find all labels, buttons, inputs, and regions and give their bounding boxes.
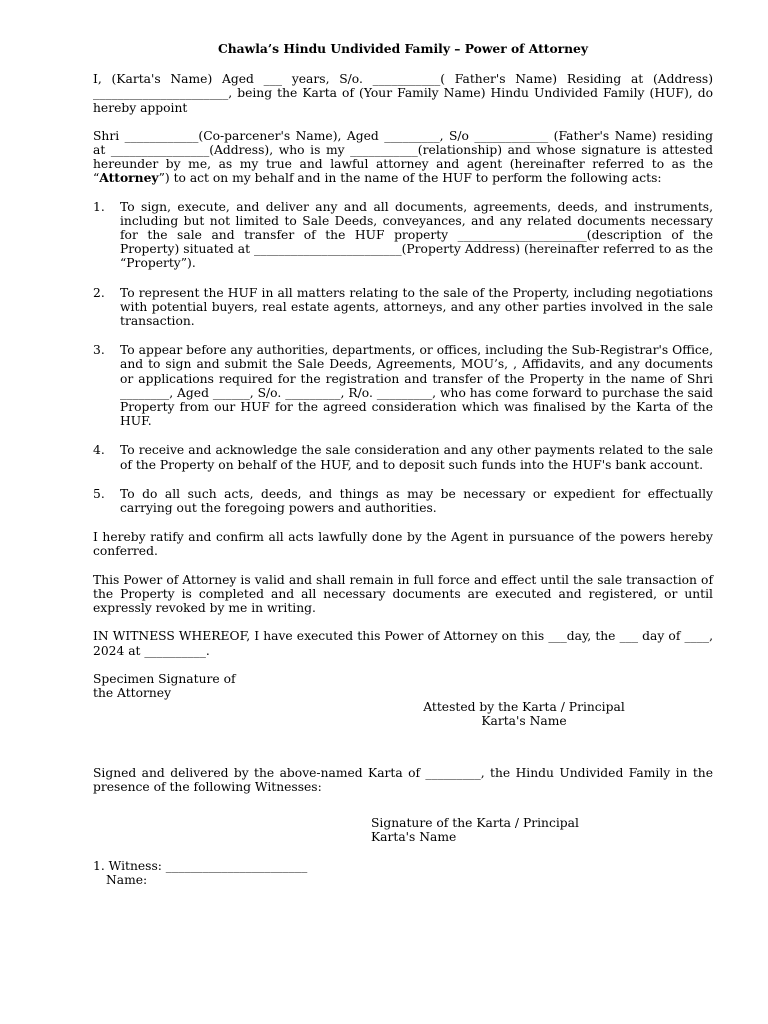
list-item-number: 4. bbox=[93, 443, 105, 458]
list-item bbox=[93, 487, 713, 515]
acts-list bbox=[93, 200, 713, 516]
karta-signature-line1: Signature of the Karta / Principal bbox=[371, 816, 579, 831]
list-item-text: To receive and acknowledge the sale consideration and any other payments related to the sale of the Property on behalf of the HUF, and to deposit such funds into the HUF's bank account. bbox=[120, 443, 713, 472]
witness-1-name: Name: bbox=[106, 872, 148, 887]
attorney-term: Attorney bbox=[99, 170, 159, 186]
karta-signature bbox=[371, 816, 713, 844]
validity-paragraph: This Power of Attorney is valid and shall remain in full force and effect until the sale transaction of the Property is completed and all necessary documents are executed and registered, or until expressly revoked by me in writing. bbox=[93, 572, 713, 616]
list-item-number: 5. bbox=[93, 486, 105, 501]
karta-signature-line2: Karta's Name bbox=[371, 830, 457, 845]
specimen-signature bbox=[93, 672, 263, 700]
appointment-paragraph bbox=[93, 129, 713, 186]
witness-1-line: 1. Witness: _______________________ bbox=[93, 858, 308, 873]
list-item-number: 1. bbox=[93, 199, 105, 214]
list-item-number: 2. bbox=[93, 285, 105, 300]
list-item-text: To do all such acts, deeds, and things as may be necessary or expedient for effectually carrying out the foregoing powers and authorities. bbox=[120, 486, 713, 516]
specimen-signature-line2: the Attorney bbox=[93, 685, 172, 700]
document-page bbox=[93, 42, 713, 887]
specimen-signature-line1: Specimen Signature of bbox=[93, 671, 236, 686]
ratify-paragraph: I hereby ratify and confirm all acts lawfully done by the Agent in pursuance of the powers hereby conferred. bbox=[93, 530, 713, 559]
list-item-text: To sign, execute, and deliver any and all documents, agreements, deeds, and instruments, including but not limited to Sale Deeds, conveyances, and any related documents necessary for the sale and transfer of the HUF property _____________________(description of the Property) situated at ________________________(Property Address) (hereinafter referred to as the “Property”). bbox=[120, 199, 713, 271]
signature-block bbox=[93, 672, 713, 750]
signed-delivered-paragraph: Signed and delivered by the above-named Karta of _________, the Hindu Undivided Family in the presence of the following Witnesses: bbox=[93, 765, 713, 794]
attested-line2: Karta's Name bbox=[481, 713, 567, 728]
document-title: Chawla’s Hindu Undivided Family – Power of Attorney bbox=[217, 41, 589, 56]
list-item-text: To appear before any authorities, departments, or offices, including the Sub-Registrar's Office, and to sign and submit the Sale Deeds, Agreements, MOU’s, , Affidavits, and any documents or applications required for the registration and transfer of the Property in the name of Shri ________, Aged ______, S/o. _________, R/o. _________, who has come forward to purchase the said Property from our HUF for the agreed consideration which was finalised by the Karta of the HUF. bbox=[120, 343, 713, 429]
intro-paragraph: I, (Karta's Name) Aged ___ years, S/o. ___________( Father's Name) Residing at (Address) ______________________, being the Karta of (Your Family Name) Hindu Undivided Family (HUF), do hereby appoint bbox=[93, 72, 713, 115]
attested-by-karta bbox=[417, 700, 631, 728]
list-item bbox=[93, 443, 713, 471]
list-item-text: To represent the HUF in all matters relating to the sale of the Property, including negotiations with potential buyers, real estate agents, attorneys, and any other parties involved in the sale transaction. bbox=[120, 285, 713, 329]
list-item bbox=[93, 200, 713, 271]
list-item bbox=[93, 343, 713, 428]
witness-whereof-paragraph: IN WITNESS WHEREOF, I have executed this Power of Attorney on this ___day, the ___ day of ____, 2024 at __________. bbox=[93, 629, 713, 658]
list-item bbox=[93, 286, 713, 329]
witness-1 bbox=[93, 859, 713, 887]
appointment-text-start: Shri ____________(Co-parcener's Name), Aged _________, S/o ____________ (Father's Name) residing at ________________(Address), who is my ___________(relationship) and whose signature is attested hereunder by me, as my true and lawful attorney and agent (hereinafter referred to as the “ bbox=[93, 128, 713, 186]
appointment-text-end: ”) to act on my behalf and in the name of the HUF to perform the following acts: bbox=[158, 171, 662, 186]
list-item-number: 3. bbox=[93, 343, 105, 358]
attested-line1: Attested by the Karta / Principal bbox=[423, 699, 625, 714]
